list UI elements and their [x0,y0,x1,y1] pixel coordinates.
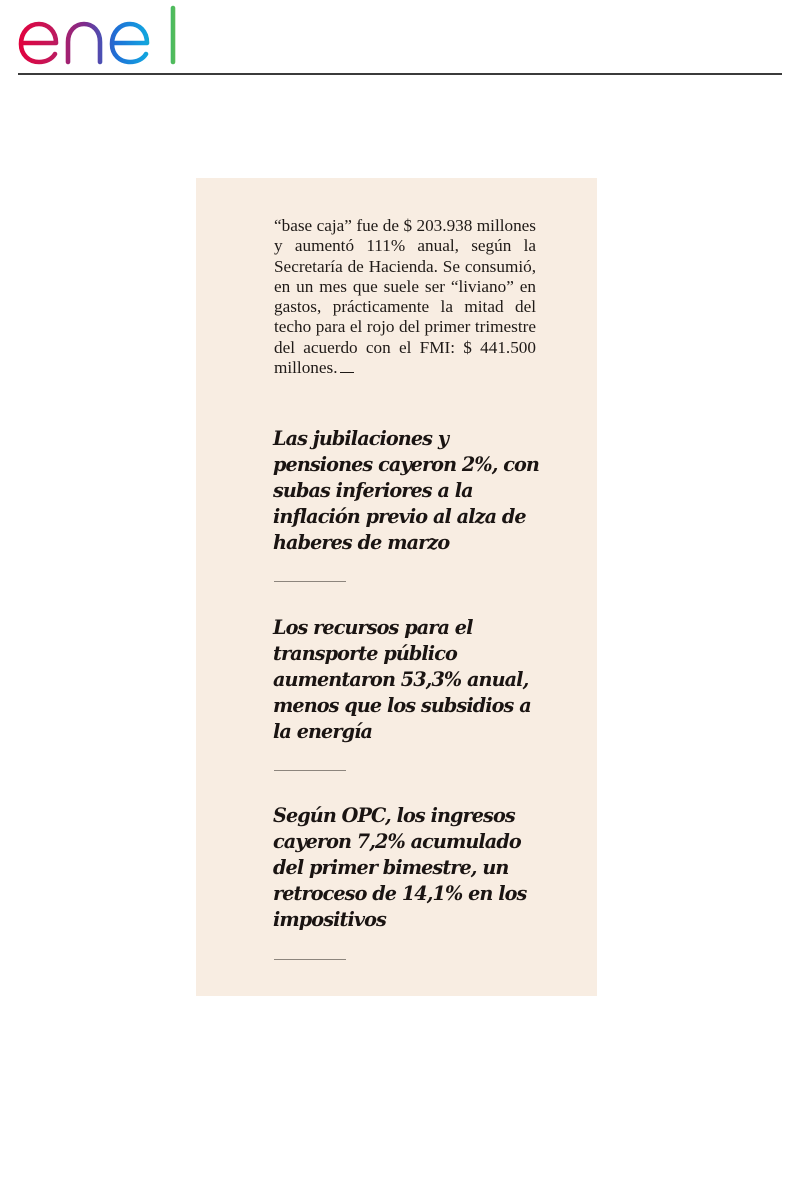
newspaper-clipping [196,178,597,996]
article-body-copy: “base caja” fue de $ 203.938 millones y aumentó 111% anual, según la Secretaría de Hacienda. Se consumió, en un mes que suele ser “liviano” en gastos, prácticamente la mitad del techo para el rojo del primer trimestre del acuerdo con el FMI: $ 441.500 millones. [274,216,536,378]
header-divider [18,73,782,75]
headline-ingresos: Según OPC, los ingresos cayeron 7,2% acumulado del primer bimestre, un retroceso de 14,1% en los impositivos [273,804,527,931]
section-divider [274,959,346,960]
end-of-article-mark [340,372,354,373]
enel-logo-icon [16,4,182,68]
headline-jubilaciones: Las jubilaciones y pensiones cayeron 2%, con subas inferiores a la inflación previo al alza de haberes de marzo [273,427,539,554]
section-divider [274,770,346,771]
page-header [0,0,800,80]
article-body-text [274,216,536,378]
headline-transporte: Los recursos para el transporte público aumentaron 53,3% anual, menos que los subsidios a la energía [273,616,531,743]
section-divider [274,581,346,582]
